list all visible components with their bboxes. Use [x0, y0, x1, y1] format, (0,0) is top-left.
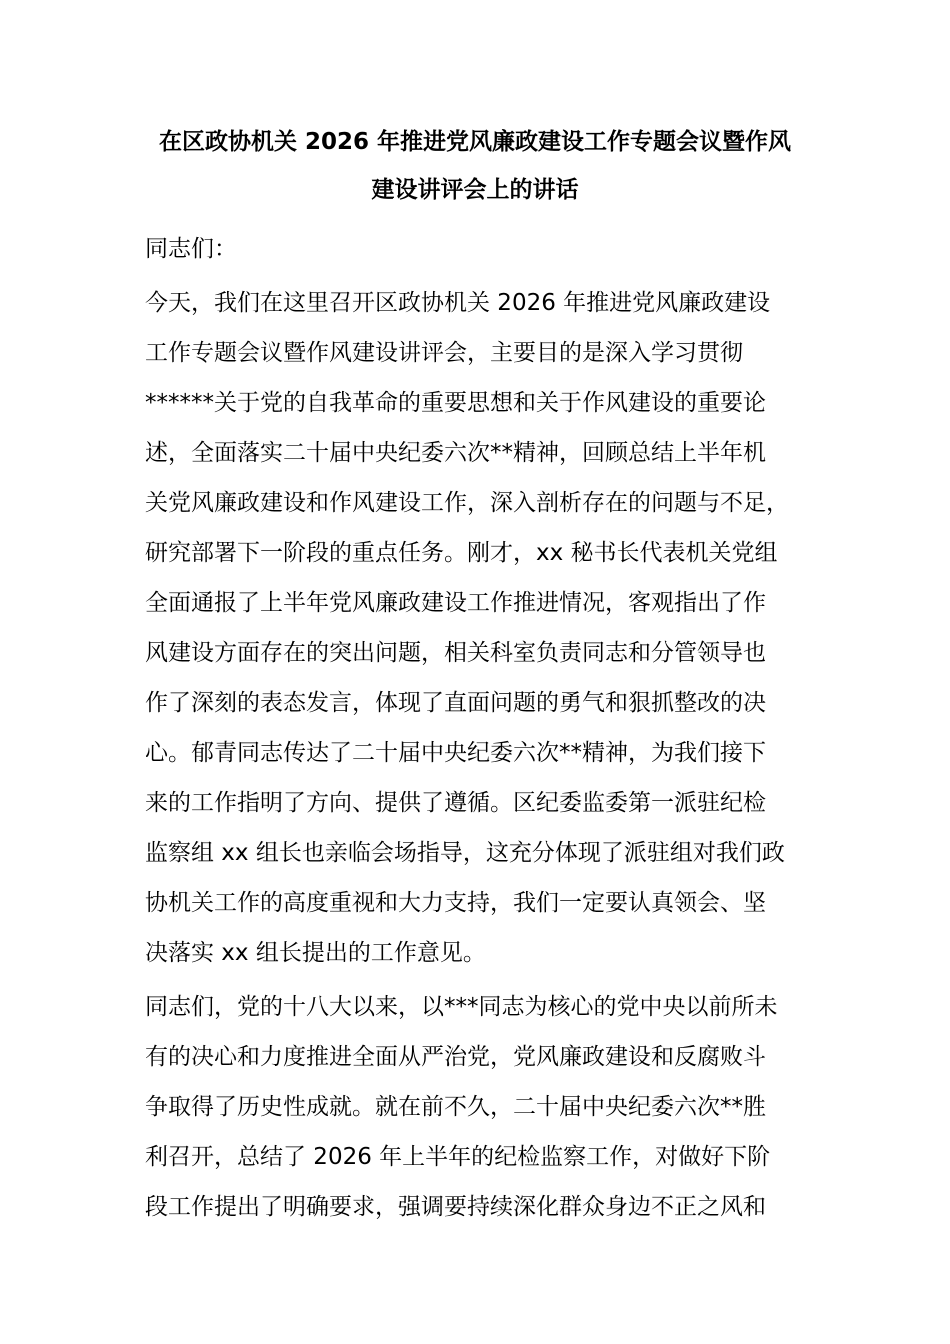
paragraph-2-line-2: 有的决心和力度推进全面从严治党，党风廉政建设和反腐败斗	[145, 1044, 766, 1070]
paragraph-1-line-9: 作了深刻的表态发言，体现了直面问题的勇气和狠抓整改的决	[145, 690, 766, 716]
paragraph-2-line-4: 利召开，总结了 2026 年上半年的纪检监察工作，对做好下阶	[145, 1144, 771, 1170]
paragraph-1-line-4: 述，全面落实二十届中央纪委六次**精神，回顾总结上半年机	[145, 440, 766, 466]
paragraph-1-line-6: 研究部署下一阶段的重点任务。刚才，xx 秘书长代表机关党组	[145, 540, 778, 566]
paragraph-1-line-8: 风建设方面存在的突出问题，相关科室负责同志和分管领导也	[145, 640, 766, 666]
salutation: 同志们：	[145, 236, 237, 262]
paragraph-2-line-3: 争取得了历史性成就。就在前不久，二十届中央纪委六次**胜	[145, 1094, 766, 1120]
paragraph-1-line-2: 工作专题会议暨作风建设讲评会，主要目的是深入学习贯彻	[145, 340, 743, 366]
paragraph-1-line-11: 来的工作指明了方向、提供了遵循。区纪委监委第一派驻纪检	[145, 790, 766, 816]
paragraph-1-line-5: 关党风廉政建设和作风建设工作，深入剖析存在的问题与不足，	[145, 490, 789, 516]
paragraph-1-line-13: 协机关工作的高度重视和大力支持，我们一定要认真领会、坚	[145, 890, 766, 916]
paragraph-1-line-3: ******关于党的自我革命的重要思想和关于作风建设的重要论	[145, 390, 766, 416]
document-title-line-2: 建设讲评会上的讲话	[371, 177, 579, 203]
paragraph-2-line-1: 同志们，党的十八大以来，以***同志为核心的党中央以前所未	[145, 994, 778, 1020]
paragraph-1-line-10: 心。郁青同志传达了二十届中央纪委六次**精神，为我们接下	[145, 740, 766, 766]
document-title-line-1: 在区政协机关 2026 年推进党风廉政建设工作专题会议暨作风	[158, 129, 792, 155]
paragraph-1-line-7: 全面通报了上半年党风廉政建设工作推进情况，客观指出了作	[145, 590, 766, 616]
paragraph-1-line-1: 今天，我们在这里召开区政协机关 2026 年推进党风廉政建设	[145, 290, 771, 316]
paragraph-1-line-14: 决落实 xx 组长提出的工作意见。	[145, 940, 486, 966]
paragraph-2-line-5: 段工作提出了明确要求，强调要持续深化群众身边不正之风和	[145, 1194, 766, 1220]
paragraph-1-line-12: 监察组 xx 组长也亲临会场指导，这充分体现了派驻组对我们政	[145, 840, 785, 866]
